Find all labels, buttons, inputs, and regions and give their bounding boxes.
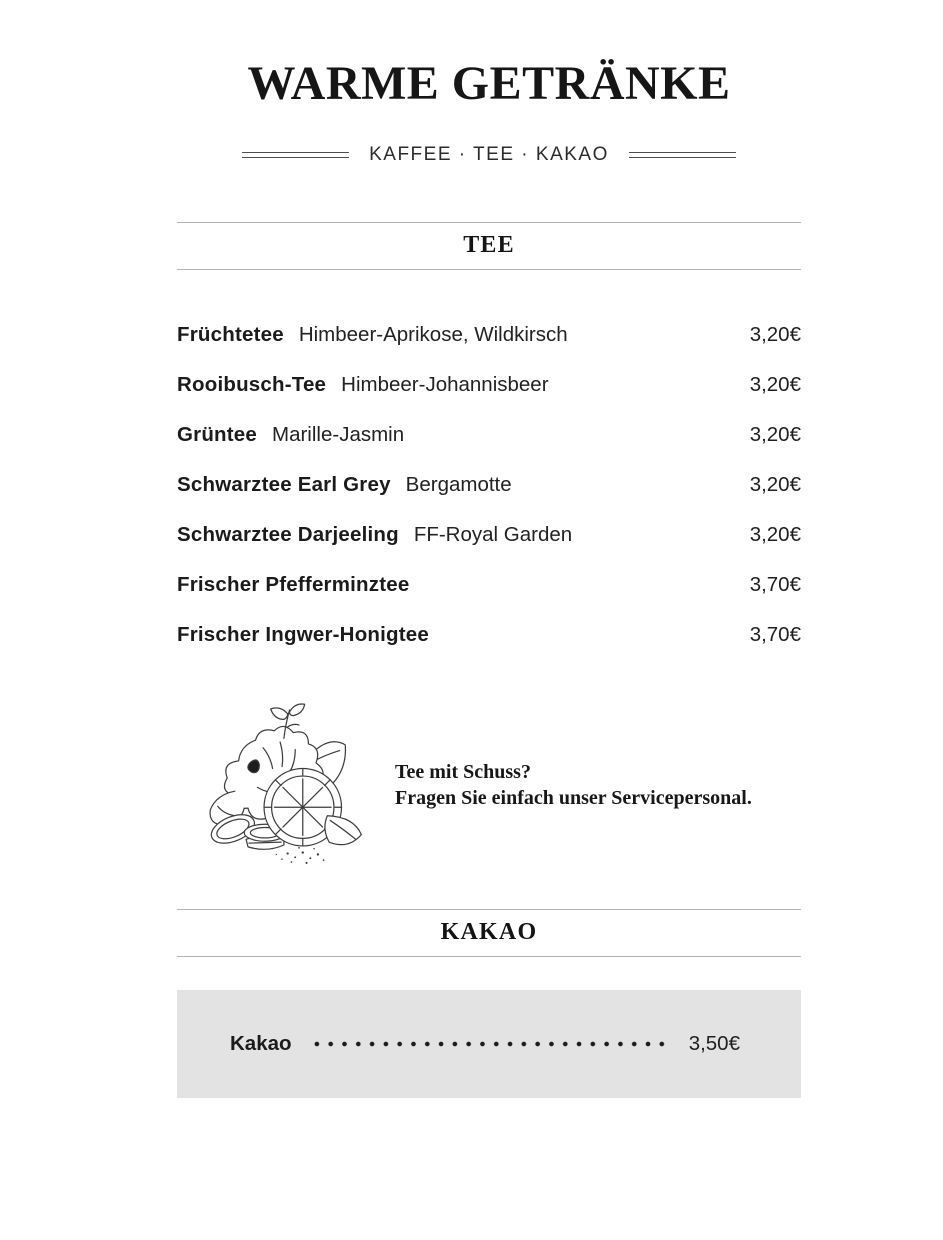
item-price: 3,70€ [749, 572, 801, 596]
tee-note-text [395, 759, 752, 811]
dotted-leader [310, 1041, 671, 1047]
item-price: 3,20€ [749, 372, 801, 396]
item-name: Frischer Pfefferminztee [177, 572, 410, 596]
menu-item-row [177, 310, 801, 360]
menu-item-row [177, 510, 801, 560]
section-header-kakao [177, 909, 801, 957]
kakao-highlight-row [177, 990, 801, 1098]
section-title-tee: TEE [463, 231, 515, 258]
menu-content-column [177, 0, 801, 1098]
tee-note-block [177, 698, 801, 873]
subtitle-row [177, 144, 801, 166]
menu-item-row [177, 410, 801, 460]
item-price: 3,20€ [749, 472, 801, 496]
item-price: 3,70€ [749, 622, 801, 646]
item-price: 3,20€ [749, 422, 801, 446]
item-description: Marille-Jasmin [272, 422, 405, 446]
section-title-kakao: KAKAO [440, 918, 538, 945]
menu-item-row [177, 610, 801, 660]
item-name: Kakao [230, 1031, 292, 1055]
item-name: Grüntee [177, 422, 257, 446]
double-line-left [242, 152, 349, 158]
item-description: Himbeer-Aprikose, Wildkirsch [298, 322, 568, 346]
item-price: 3,20€ [749, 322, 801, 346]
item-description: FF-Royal Garden [413, 522, 573, 546]
page-title: WARME GETRÄNKE [247, 57, 731, 110]
item-description: Himbeer-Johannisbeer [341, 372, 549, 396]
menu-item-row [177, 360, 801, 410]
menu-item-row [177, 560, 801, 610]
item-name: Frischer Ingwer-Honigtee [177, 622, 429, 646]
note-line-2: Fragen Sie einfach unser Servicepersonal. [395, 787, 752, 810]
page-subtitle: KAFFEE · TEE · KAKAO [369, 143, 609, 165]
ginger-lemon-illustration [197, 698, 367, 873]
double-line-right [629, 152, 736, 158]
menu-item-row [177, 460, 801, 510]
item-price: 3,50€ [688, 1031, 740, 1055]
item-price: 3,20€ [749, 522, 801, 546]
tee-item-list [177, 310, 801, 660]
section-header-tee [177, 222, 801, 270]
item-name: Früchtetee [177, 322, 284, 346]
item-name: Rooibusch-Tee [177, 372, 327, 396]
item-name: Schwarztee Earl Grey [177, 472, 391, 496]
item-description: Bergamotte [405, 472, 512, 496]
note-line-1: Tee mit Schuss? [395, 761, 531, 784]
item-name: Schwarztee Darjeeling [177, 522, 399, 546]
